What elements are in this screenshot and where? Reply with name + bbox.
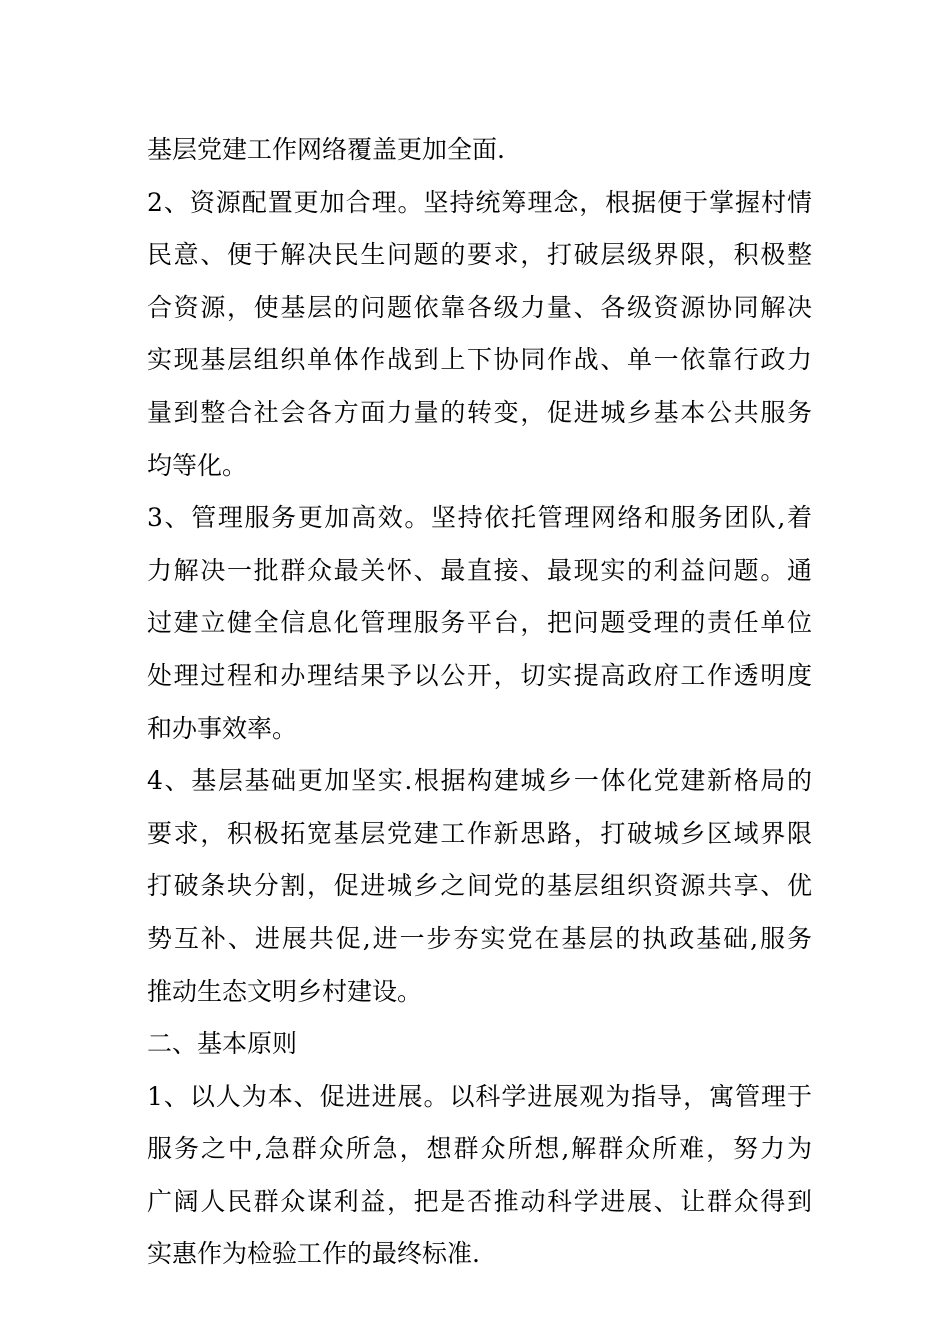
text-line: 实现基层组织单体作战到上下协同作战、单一依靠行政力 [147, 345, 812, 375]
text-line: 推动生态文明乡村建设。 [147, 976, 423, 1006]
text-line: 民意、便于解决民生问题的要求，打破层级界限，积极整 [147, 240, 812, 270]
text-line: 4、基层基础更加坚实.根据构建城乡一体化党建新格局的 [147, 766, 812, 796]
body-text [147, 124, 812, 1281]
text-line: 合资源，使基层的问题依靠各级力量、各级资源协同解决 [147, 292, 812, 322]
text-line: 打破条块分割，促进城乡之间党的基层组织资源共享、优 [147, 871, 812, 901]
text-line: 1、以人为本、促进进展。以科学进展观为指导，寓管理于 [147, 1081, 812, 1111]
text-line: 2、资源配置更加合理。坚持统筹理念，根据便于掌握村情 [147, 187, 812, 217]
text-line: 服务之中,急群众所急，想群众所想,解群众所难，努力为 [147, 1134, 812, 1164]
text-line: 广阔人民群众谋利益，把是否推动科学进展、让群众得到 [147, 1186, 812, 1216]
text-line: 实惠作为检验工作的最终标准. [147, 1239, 480, 1269]
section-heading: 二、基本原则 [147, 1029, 298, 1059]
text-line: 均等化。 [147, 450, 248, 480]
text-line: 处理过程和办理结果予以公开，切实提高政府工作透明度 [147, 660, 812, 690]
text-line: 过建立健全信息化管理服务平台，把问题受理的责任单位 [147, 608, 812, 638]
text-line: 量到整合社会各方面力量的转变，促进城乡基本公共服务 [147, 397, 812, 427]
text-line: 力解决一批群众最关怀、最直接、最现实的利益问题。通 [147, 555, 812, 585]
text-line: 基层党建工作网络覆盖更加全面. [147, 135, 505, 164]
text-line: 和办事效率。 [147, 713, 298, 743]
text-line: 3、管理服务更加高效。坚持依托管理网络和服务团队,着 [147, 503, 812, 533]
text-line: 要求，积极拓宽基层党建工作新思路，打破城乡区域界限 [147, 818, 812, 848]
text-line: 势互补、进展共促,进一步夯实党在基层的执政基础,服务 [147, 923, 812, 953]
